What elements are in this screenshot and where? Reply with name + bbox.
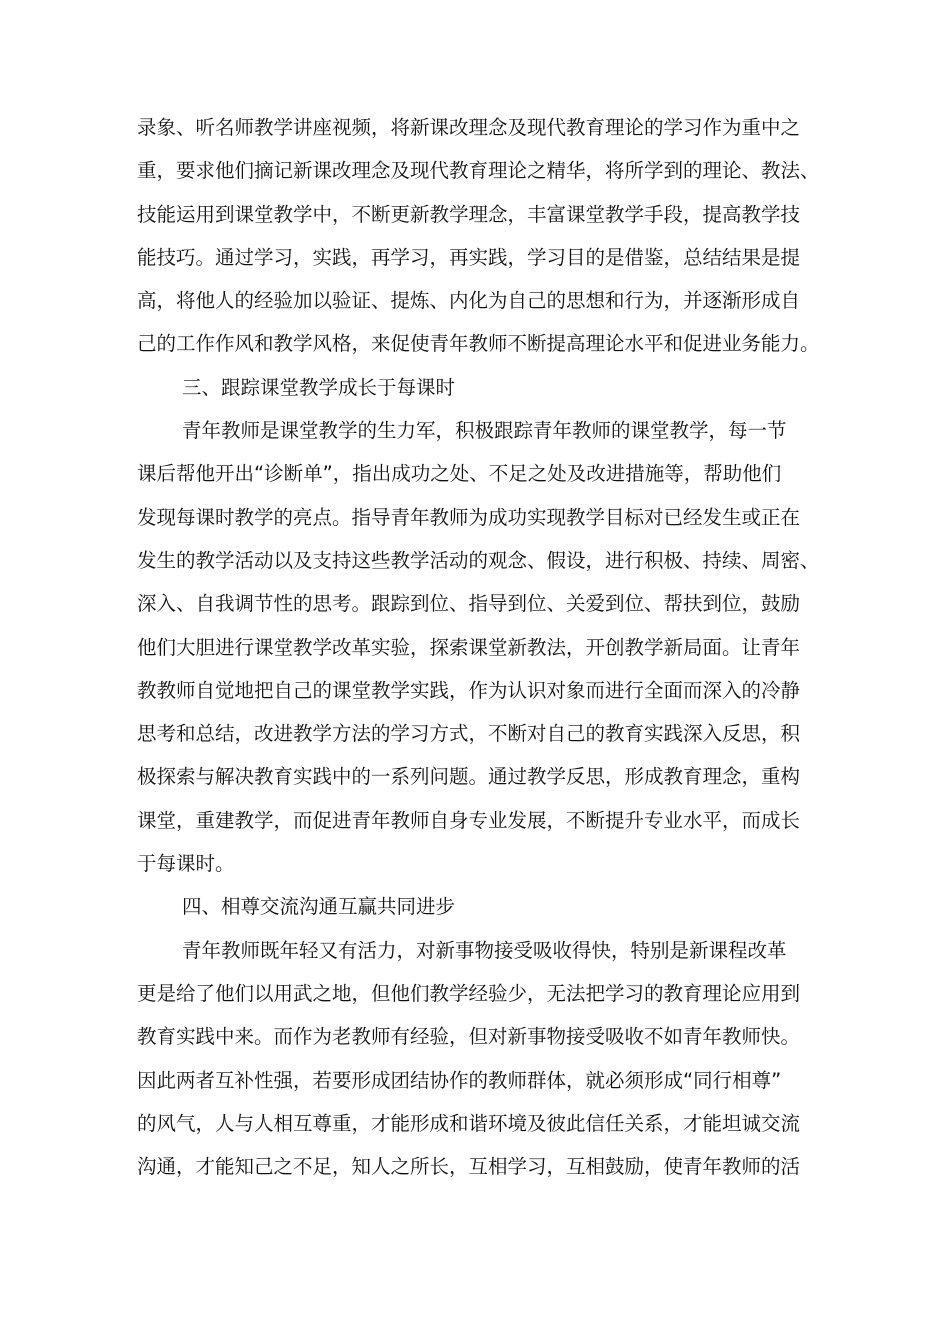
text-line: 高，将他人的经验加以验证、提炼、内化为自己的思想和行为，并逐渐形成自 [137, 289, 801, 313]
text-line: 青年教师是课堂教学的生力军，积极跟踪青年教师的课堂教学，每一节 [182, 419, 787, 443]
text-line: 己的工作作风和教学风格，来促使青年教师不断提高理论水平和促进业务能力。 [137, 332, 820, 356]
text-line: 录象、听名师教学讲座视频，将新课改理念及现代教育理论的学习作为重中之 [137, 116, 801, 139]
text-line: 技能运用到课堂教学中，不断更新教学理念，丰富课堂教学手段，提高教学技 [137, 202, 801, 226]
text-line: 沟通，才能知己之不足，知人之所长，互相学习，互相鼓励，使青年教师的活 [137, 1155, 801, 1179]
text-line: 极探索与解决教育实践中的一系列问题。通过教学反思，形成教育理念，重构 [137, 765, 801, 789]
text-line: 思考和总结，改进教学方法的学习方式，不断对自己的教育实践深入反思，积 [137, 722, 801, 746]
text-line: 因此两者互补性强，若要形成团结协作的教师群体，就必须形成“同行相尊” [137, 1068, 782, 1092]
text-line: 深入、自我调节性的思考。跟踪到位、指导到位、关爱到位、帮扶到位，鼓励 [137, 592, 801, 616]
section-heading: 四、相尊交流沟通互赢共同进步 [182, 895, 456, 919]
text-line: 更是给了他们以用武之地，但他们教学经验少，无法把学习的教育理论应用到 [137, 981, 801, 1005]
text-line: 教育实践中来。而作为老教师有经验，但对新事物接受吸收不如青年教师快。 [137, 1025, 801, 1049]
text-line: 教教师自觉地把自己的课堂教学实践，作为认识对象而进行全面而深入的冷静 [137, 678, 801, 702]
text-line: 发生的教学活动以及支持这些教学活动的观念、假设，进行积极、持续、周密、 [137, 548, 820, 572]
text-line: 重，要求他们摘记新课改理念及现代教育理论之精华，将所学到的理论、教法、 [137, 159, 820, 183]
text-line: 能技巧。通过学习，实践，再学习，再实践，学习目的是借鉴，总结结果是提 [137, 245, 801, 269]
text-line: 于每课时。 [137, 852, 235, 876]
section-heading: 三、跟踪课堂教学成长于每课时 [182, 375, 456, 399]
text-line: 课后帮他开出“诊断单”，指出成功之处、不足之处及改进措施等，帮助他们 [137, 462, 782, 486]
text-line: 的风气，人与人相互尊重，才能形成和谐环境及彼此信任关系，才能坦诚交流 [137, 1111, 801, 1135]
text-line: 发现每课时教学的亮点。指导青年教师为成功实现教学目标对已经发生或正在 [137, 505, 801, 529]
text-line: 课堂，重建教学，而促进青年教师自身专业发展，不断提升专业水平，而成长 [137, 808, 801, 832]
text-line: 青年教师既年轻又有活力，对新事物接受吸收得快，特别是新课程改革 [182, 938, 787, 962]
body-text [137, 106, 837, 1188]
text-line: 他们大胆进行课堂教学改革实验，探索课堂新教法，开创教学新局面。让青年 [137, 635, 801, 659]
